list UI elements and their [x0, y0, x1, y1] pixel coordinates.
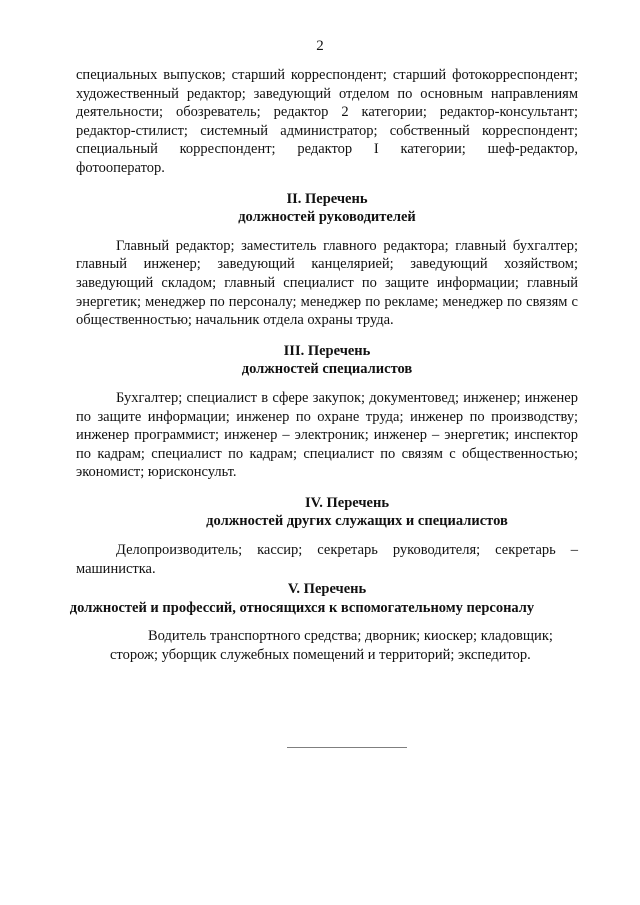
section-5-text-line-1: Водитель транспортного средства; дворник; киоскер; кладовщик;	[148, 628, 553, 645]
section-4-heading	[76, 494, 578, 531]
footer-divider	[287, 747, 407, 748]
section-title: V. Перечень	[287, 581, 367, 598]
section-2-text: Главный редактор; заместитель главного редактора; главный бухгалтер; главный инженер; заведующий канцелярией; заведующий хозяйством; заведующий складом; главный специалист по защите информации; главный энергетик; менеджер по персоналу; менеджер по рекламе; менеджер по связям с общественностью; начальник отдела охраны труда.	[76, 237, 578, 329]
section-2-heading	[76, 190, 578, 227]
section-5-heading	[69, 580, 578, 617]
section-3-text: Бухгалтер; специалист в сфере закупок; документовед; инженер; инженер по защите информации; инженер по охране труда; инженер по производству; инженер программист; инженер – электроник; инженер – энергетик; инспектор по кадрам; специалист по кадрам; специалист по связям с общественностью; экономист; юрисконсульт.	[76, 389, 578, 481]
section-title: III. Перечень	[283, 342, 371, 359]
section-subtitle: должностей руководителей	[238, 209, 416, 226]
section-subtitle: должностей и профессий, относящихся к вспомогательному персоналу	[69, 599, 535, 616]
section-3-heading	[76, 342, 578, 379]
intro-paragraph: специальных выпусков; старший корреспондент; старший фотокорреспондент; художественный редактор; заведующий отделом по основным направлениям деятельности; обозреватель; редактор 2 категории; редактор-консультант; редактор-стилист; системный администратор; собственный корреспондент; специальный корреспондент; редактор I категории; шеф-редактор, фотооператор.	[76, 67, 578, 176]
section-title: IV. Перечень	[305, 494, 389, 511]
page-number: 2	[316, 38, 324, 54]
document-body	[69, 66, 578, 665]
section-5-text-line-2: сторож; уборщик служебных помещений и территорий; экспедитор.	[110, 647, 531, 664]
section-4-text: Делопроизводитель; кассир; секретарь руководителя; секретарь – машинистка.	[76, 542, 578, 577]
section-subtitle: должностей других служащих и специалистов	[206, 513, 508, 530]
section-title: II. Перечень	[286, 190, 368, 207]
section-subtitle: должностей специалистов	[241, 361, 413, 378]
